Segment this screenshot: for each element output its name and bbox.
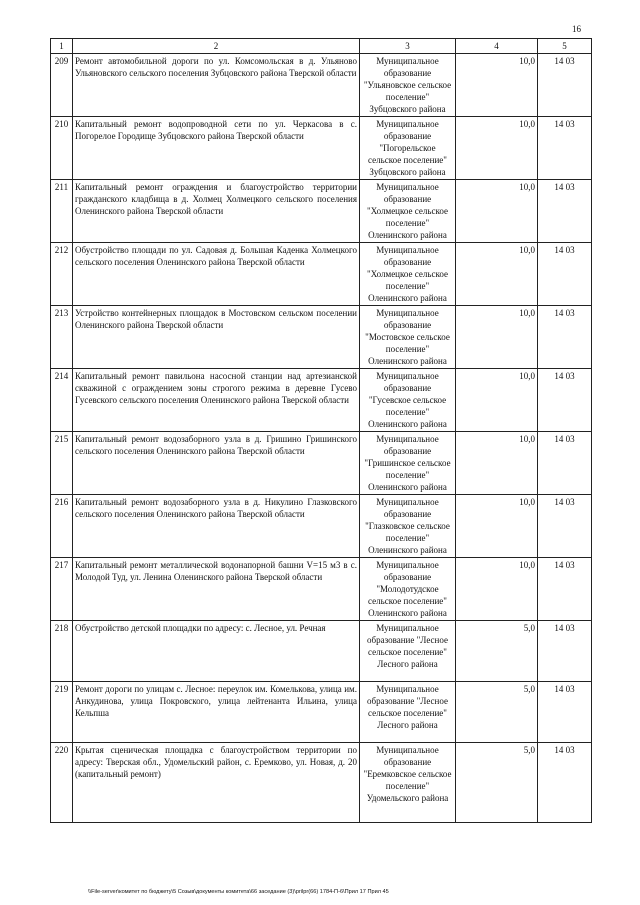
table-row — [51, 495, 592, 558]
row-description: Капитальный ремонт водозаборного узла в д. Гришино Гришинского сельского поселения Оленинского района Тверской области — [73, 432, 360, 495]
row-description: Обустройство детской площадки по адресу: с. Лесное, ул. Речная — [73, 621, 360, 682]
row-amount: 10,0 — [456, 495, 538, 558]
row-amount: 5,0 — [456, 682, 538, 743]
row-description: Капитальный ремонт водопроводной сети по ул. Черкасова в с. Погорелое Городище Зубцовского района Тверской области — [73, 117, 360, 180]
row-amount: 10,0 — [456, 558, 538, 621]
header-cell-5: 5 — [538, 39, 592, 54]
row-description: Капитальный ремонт водозаборного узла в д. Никулино Глазковского сельского поселения Оленинского района Тверской области — [73, 495, 360, 558]
row-organization: Муниципальное образование "Еремковское сельское поселение" Удомельского района — [360, 743, 456, 823]
row-organization: Муниципальное образование "Гусевское сельское поселение" Оленинского района — [360, 369, 456, 432]
row-amount: 10,0 — [456, 243, 538, 306]
row-organization: Муниципальное образование "Мостовское сельское поселение" Оленинского района — [360, 306, 456, 369]
row-organization: Муниципальное образование "Холмецкое сельское поселение" Оленинского района — [360, 243, 456, 306]
row-code: 14 03 — [538, 243, 592, 306]
row-code: 14 03 — [538, 495, 592, 558]
row-number: 218 — [51, 621, 73, 682]
row-organization: Муниципальное образование "Ульяновское сельское поселение" Зубцовского района — [360, 54, 456, 117]
row-description: Капитальный ремонт металлической водонапорной башни V=15 м3 в с. Молодой Туд, ул. Ленина Оленинского района Тверской области — [73, 558, 360, 621]
row-code: 14 03 — [538, 369, 592, 432]
row-organization: Муниципальное образование "Глазковское сельское поселение" Оленинского района — [360, 495, 456, 558]
row-amount: 5,0 — [456, 621, 538, 682]
row-description: Капитальный ремонт ограждения и благоустройство территории гражданского кладбища в д. Холмец Холмецкого сельского поселения Оленинского района Тверской области — [73, 180, 360, 243]
row-amount: 10,0 — [456, 432, 538, 495]
row-organization: Муниципальное образование "Погорельское сельское поселение" Зубцовского района — [360, 117, 456, 180]
row-organization: Муниципальное образование "Молодотудское сельское поселение" Оленинского района — [360, 558, 456, 621]
row-code: 14 03 — [538, 54, 592, 117]
table-row — [51, 682, 592, 743]
table-row — [51, 743, 592, 823]
header-cell-2: 2 — [73, 39, 360, 54]
row-organization: Муниципальное образование "Лесное сельское поселение" Лесного района — [360, 621, 456, 682]
row-description: Ремонт дороги по улицам с. Лесное: переулок им. Комелькова, улица им. Анкудинова, улица Покровского, улица лейтенанта Ильина, улица Кельпша — [73, 682, 360, 743]
row-number: 215 — [51, 432, 73, 495]
row-code: 14 03 — [538, 306, 592, 369]
row-number: 213 — [51, 306, 73, 369]
table-row — [51, 306, 592, 369]
row-description: Крытая сценическая площадка с благоустройством территории по адресу: Тверская обл., Удомельский район, с. Еремково, ул. Новая, д. 20 (капитальный ремонт) — [73, 743, 360, 823]
table-row — [51, 54, 592, 117]
table-row — [51, 180, 592, 243]
row-code: 14 03 — [538, 117, 592, 180]
footer-file-path: \\File-server\комитет по бюджету\5 Созыв\документы комитета\66 заседание (3)\prilpr(66) 1784-П-6\Прил 17 Прил 45 — [88, 889, 389, 895]
row-code: 14 03 — [538, 682, 592, 743]
table-row — [51, 117, 592, 180]
header-cell-3: 3 — [360, 39, 456, 54]
header-cell-1: 1 — [51, 39, 73, 54]
row-number: 210 — [51, 117, 73, 180]
row-code: 14 03 — [538, 558, 592, 621]
row-code: 14 03 — [538, 180, 592, 243]
row-number: 211 — [51, 180, 73, 243]
row-number: 212 — [51, 243, 73, 306]
row-amount: 10,0 — [456, 117, 538, 180]
page-number: 16 — [572, 24, 581, 34]
row-amount: 5,0 — [456, 743, 538, 823]
row-description: Устройство контейнерных площадок в Мостовском сельском поселении Оленинского района Тверской области — [73, 306, 360, 369]
budget-table — [50, 38, 592, 823]
row-code: 14 03 — [538, 743, 592, 823]
row-number: 219 — [51, 682, 73, 743]
table-row — [51, 432, 592, 495]
row-amount: 10,0 — [456, 369, 538, 432]
row-organization: Муниципальное образование "Гришинское сельское поселение" Оленинского района — [360, 432, 456, 495]
row-organization: Муниципальное образование "Холмецкое сельское поселение" Оленинского района — [360, 180, 456, 243]
row-amount: 10,0 — [456, 54, 538, 117]
row-description: Ремонт автомобильной дороги по ул. Комсомольская в д. Ульяново Ульяновского сельского поселения Зубцовского района Тверской области — [73, 54, 360, 117]
table-row — [51, 621, 592, 682]
row-amount: 10,0 — [456, 306, 538, 369]
header-row — [51, 39, 592, 54]
row-number: 217 — [51, 558, 73, 621]
row-number: 214 — [51, 369, 73, 432]
row-number: 220 — [51, 743, 73, 823]
row-description: Капитальный ремонт павильона насосной станции над артезианской скважиной с ограждением зоны строгого режима в деревне Гусево Гусевского сельского поселения Оленинского района Тверской области — [73, 369, 360, 432]
row-code: 14 03 — [538, 621, 592, 682]
row-number: 209 — [51, 54, 73, 117]
table-row — [51, 558, 592, 621]
table-row — [51, 243, 592, 306]
row-amount: 10,0 — [456, 180, 538, 243]
row-organization: Муниципальное образование "Лесное сельское поселение" Лесного района — [360, 682, 456, 743]
row-description: Обустройство площади по ул. Садовая д. Большая Каденка Холмецкого сельского поселения Оленинского района Тверской области — [73, 243, 360, 306]
row-code: 14 03 — [538, 432, 592, 495]
header-cell-4: 4 — [456, 39, 538, 54]
row-number: 216 — [51, 495, 73, 558]
table-row — [51, 369, 592, 432]
